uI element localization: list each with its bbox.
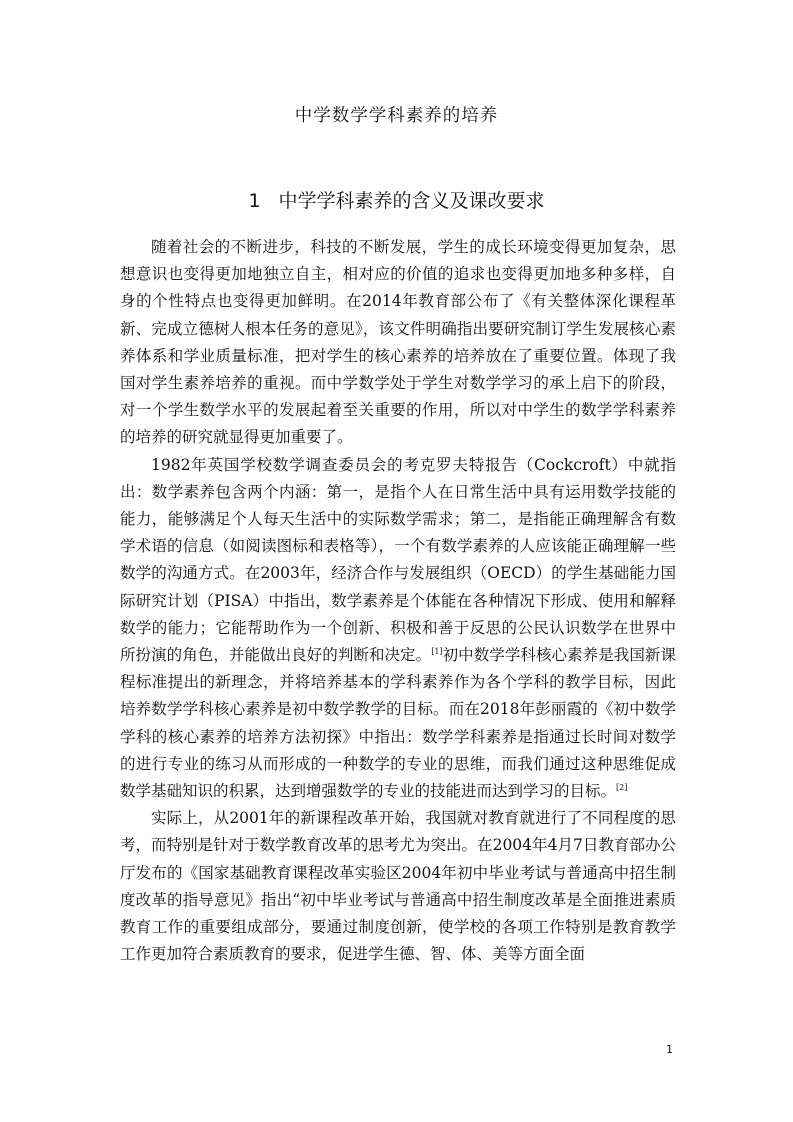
section-title: 中学学科素养的含义及课改要求 <box>278 190 545 212</box>
body-text <box>120 234 676 968</box>
paragraph-2-part-a: 1982年英国学校数学调查委员会的考克罗夫特报告（Cockcroft）中就指出：数学素养包含两个内涵：第一，是指个人在日常生活中具有运用数学技能的能力，能够满足个人每天生活中的实际数学需求；第二，是指能正确理解含有数学术语的信息（如阅读图标和表格等），一个有数学素养的人应该能正确理解一些 数学的沟通方式。在2003年，经济合作与发展组织（OECD）的学生基础能力国际研究计划（PISA）中指出，数学素养是个体能在各种情况下形成、使用和解释数学的能力；它能帮助作为一个创新、积极和善于反思的公民认识数学在世界中所扮演的角色，并能做出良好的判断和决定。 <box>120 455 676 665</box>
paragraph-3: 实际上，从2001年的新课程改革开始，我国就对教育就进行了不同程度的思考，而特别是针对于数学教育改革的思考尤为突出。在2004年4月7日教育部办公厅发布的《国家基础教育课程改革实验区2004年初中毕业考试与普通高中招生制度改革的指导意见》指出“初中毕业考试与普通高中招生制度改革是全面推进素质教育工作的重要组成部分，要通过制度创新，使学校的各项工作特别是教育教学工作更加符合素质教育的要求，促进学生德、智、体、美等方面全面 <box>120 809 676 964</box>
paragraph-2 <box>120 452 676 806</box>
citation-2[interactable]: [2] <box>616 783 628 793</box>
citation-1[interactable]: [1] <box>431 647 443 657</box>
paragraph-1: 随着社会的不断进步，科技的不断发展，学生的成长环境变得更加复杂，思想意识也变得更加地独立自主，相对应的价值的追求也变得更加地多种多样，自身的个性特点也变得更加鲜明。在2014年教育部公布了《有关整体深化课程革新、完成立德树人根本任务的意见》，该文件明确指出要研究制订学生发展核心素养体系和学业质量标准，把对学生的核心素养的培养放在了重要位置。体现了我国对学生素养培养的重视。而中学数学处于学生对数学学习的承上启下的阶段，对一个学生数学水平的发展起着至关重要的作用，所以对中学生的数学学科素养的培养的研究就显得更加重要了。 <box>120 238 676 447</box>
document-title: 中学数学学科素养的培养 <box>294 106 499 126</box>
section-heading <box>0 186 793 213</box>
paragraph-2-part-b: 初中数学学科核心素养是我国新课程标准提出的新理念，并将培养基本的学科素养作为各个学科的教学目标，因此培养数学学科核心素养是初中数学教学的目标。而在2018年彭丽霞的《初中数学学科的核心素养的培养方法初探》中指出：数学学科素养是指通过长时间对数学的进行专业的练习从而形成的一种数学的专业的思维，而我们通过这种思维促成数学基础知识的积累，达到增强数学的专业的技能进而达到学习的目标。 <box>120 646 676 801</box>
page-number: 1 <box>666 1043 673 1056</box>
section-number: 1 <box>248 190 261 212</box>
